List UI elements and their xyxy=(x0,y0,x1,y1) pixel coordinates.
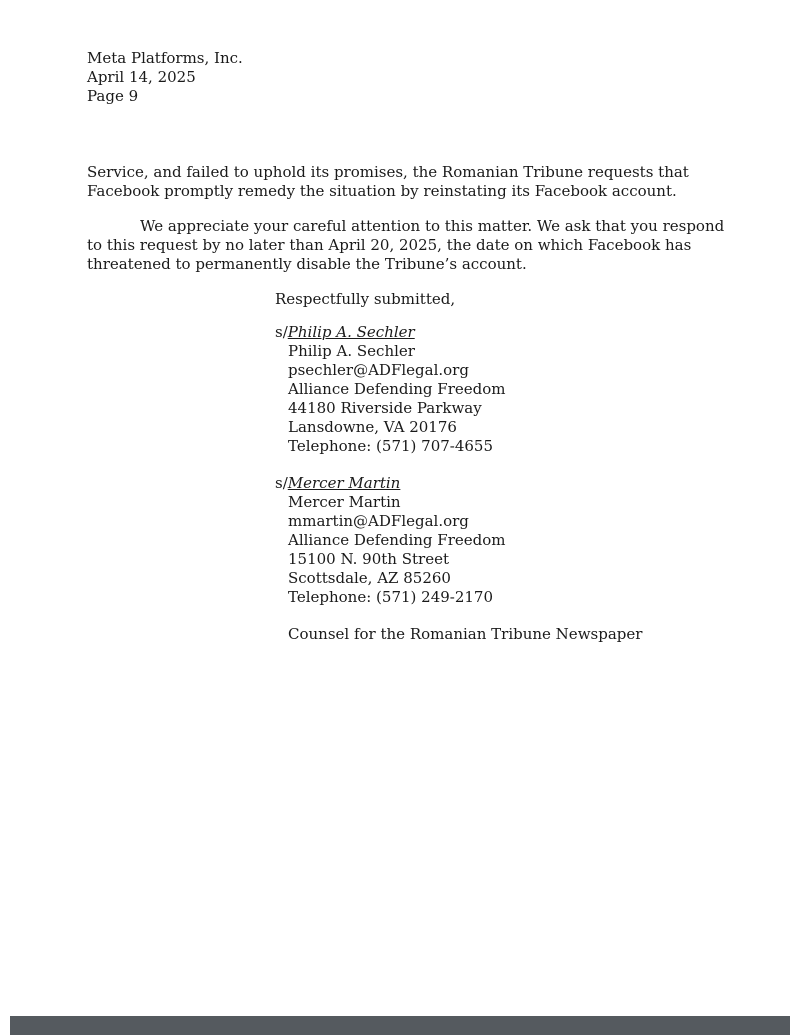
e-signature: Mercer Martin xyxy=(287,474,401,492)
footer-bar xyxy=(10,1016,790,1035)
signatory-org: Alliance Defending Freedom xyxy=(288,531,506,549)
signature-line xyxy=(275,323,415,342)
signatory-phone: Telephone: (571) 707-4655 xyxy=(288,437,494,455)
closing-text: Respectfully submitted, xyxy=(275,290,456,308)
signatory-street: 15100 N. 90th Street xyxy=(288,550,449,568)
recipient-name: Meta Platforms, Inc. xyxy=(87,49,243,67)
letter-date: April 14, 2025 xyxy=(87,68,196,86)
signatory-name: Philip A. Sechler xyxy=(288,342,415,360)
paragraph-line: We appreciate your careful attention to this matter. We ask that you respond xyxy=(140,217,725,235)
signatory-street: 44180 Riverside Parkway xyxy=(288,399,482,417)
counsel-line: Counsel for the Romanian Tribune Newspaper xyxy=(288,625,643,643)
signatory-email: mmartin@ADFlegal.org xyxy=(288,512,469,530)
paragraph-line: Facebook promptly remedy the situation by reinstating its Facebook account. xyxy=(87,182,677,200)
page-number: Page 9 xyxy=(87,87,139,105)
signatory-name: Mercer Martin xyxy=(288,493,401,511)
e-signature: Philip A. Sechler xyxy=(287,323,415,341)
paragraph-line: threatened to permanently disable the Tribune’s account. xyxy=(87,255,527,273)
signature-prefix: s/ xyxy=(275,323,288,341)
signatory-phone: Telephone: (571) 249-2170 xyxy=(288,588,494,606)
signature-line xyxy=(275,474,400,493)
signatory-email: psechler@ADFlegal.org xyxy=(288,361,469,379)
paragraph-line: Service, and failed to uphold its promises, the Romanian Tribune requests that xyxy=(87,163,689,181)
signature-prefix: s/ xyxy=(275,474,288,492)
signatory-city: Lansdowne, VA 20176 xyxy=(288,418,457,436)
paragraph-line: to this request by no later than April 20, 2025, the date on which Facebook has xyxy=(87,236,692,254)
signatory-city: Scottsdale, AZ 85260 xyxy=(288,569,451,587)
signatory-org: Alliance Defending Freedom xyxy=(288,380,506,398)
